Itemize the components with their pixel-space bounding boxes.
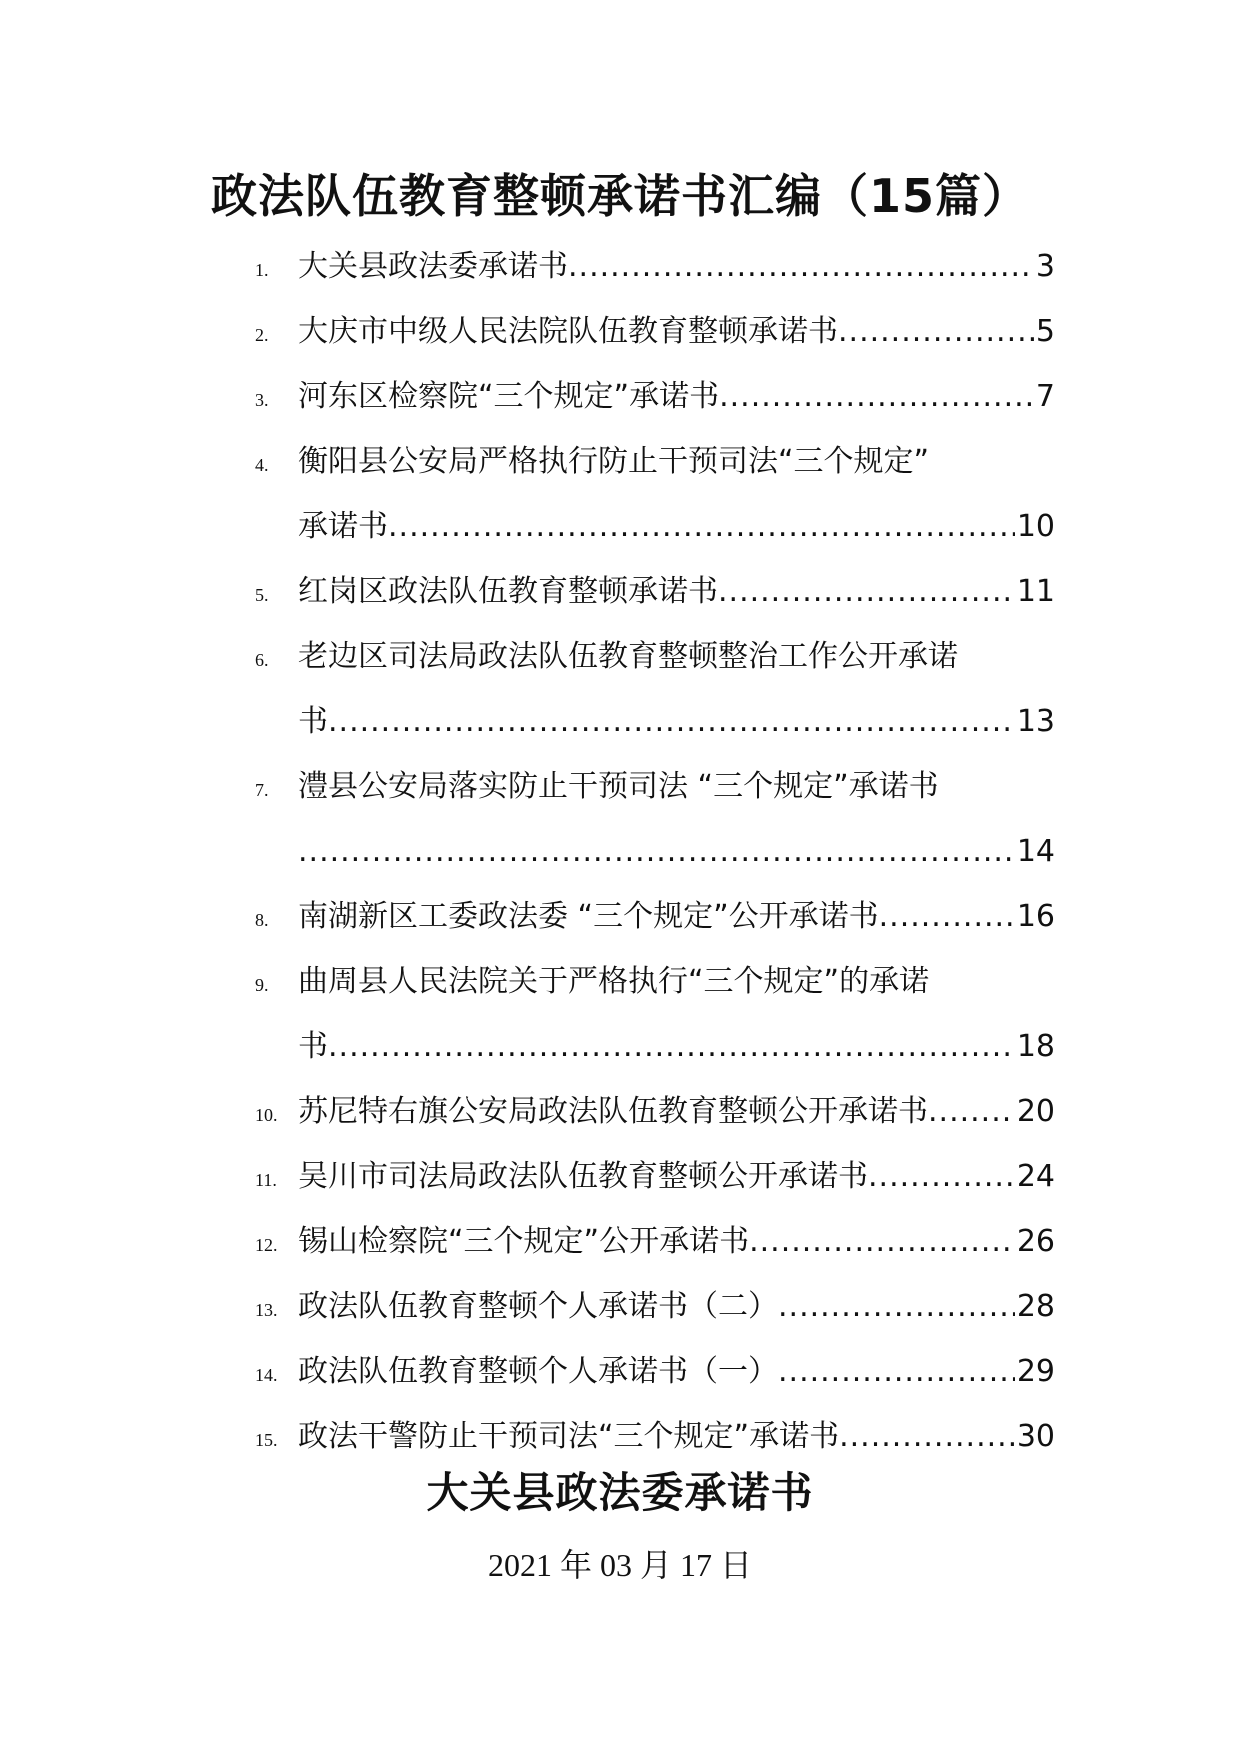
toc-entry-title: 吴川市司法局政法队伍教育整顿公开承诺书 — [298, 1159, 868, 1194]
toc-leader-dots — [868, 1144, 1015, 1209]
toc-entry-title: 苏尼特右旗公安局政法队伍教育整顿公开承诺书 — [298, 1094, 928, 1129]
toc-entry-title: 政法干警防止干预司法“三个规定”承诺书 — [298, 1419, 840, 1454]
toc-entry-line — [298, 1209, 1055, 1274]
toc-entry-title: 澧县公安局落实防止干预司法 “三个规定”承诺书 — [298, 769, 939, 804]
document-title: 政法队伍教育整顿承诺书汇编（15篇） — [210, 169, 1029, 223]
section-date: 2021 年 03 月 17 日 — [487, 1547, 752, 1583]
toc-entry[interactable] — [255, 299, 1055, 364]
toc-entry[interactable] — [255, 1209, 1055, 1274]
toc-page-number: 18 — [1016, 1029, 1055, 1064]
toc-entry-line — [298, 1144, 1055, 1209]
toc-entry[interactable] — [255, 1274, 1055, 1339]
toc-entry[interactable] — [255, 624, 1055, 754]
toc-entry-title: 曲周县人民法院关于严格执行“三个规定”的承诺 — [298, 964, 930, 999]
toc-page-number: 7 — [1035, 379, 1055, 414]
toc-leader-dots — [718, 559, 1015, 624]
toc-leader-dots — [778, 1339, 1015, 1404]
toc-page-number: 24 — [1016, 1159, 1055, 1194]
toc-page-number: 16 — [1016, 899, 1055, 934]
toc-leader-dots — [749, 1209, 1015, 1274]
toc-entry-line — [298, 494, 1055, 559]
toc-entry-title: 承诺书 — [298, 509, 388, 544]
toc-entry[interactable] — [255, 754, 1055, 884]
toc-entry[interactable] — [255, 1144, 1055, 1209]
toc-entry-line — [298, 1339, 1055, 1404]
toc-leader-dots — [328, 689, 1015, 754]
toc-leader-dots — [328, 1014, 1015, 1079]
toc-page-number: 26 — [1016, 1224, 1055, 1259]
toc-entry-number: 14. — [255, 1365, 278, 1385]
toc-page-number: 28 — [1016, 1289, 1055, 1324]
section-title: 大关县政法委承诺书 — [426, 1468, 814, 1517]
toc-entry-number: 5. — [255, 585, 269, 605]
toc-entry-number: 15. — [255, 1430, 278, 1450]
toc-entry-title: 锡山检察院“三个规定”公开承诺书 — [298, 1224, 750, 1259]
toc-entry-number: 9. — [255, 975, 269, 995]
toc-entry-number: 6. — [255, 650, 269, 670]
toc-entry-title: 大庆市中级人民法院队伍教育整顿承诺书 — [298, 314, 838, 349]
toc-entry-line — [298, 624, 1055, 689]
toc-entry-title: 书 — [298, 1029, 328, 1064]
toc-entry-line — [298, 559, 1055, 624]
toc-entry-title: 大关县政法委承诺书 — [298, 249, 568, 284]
toc-entry-line — [298, 819, 1055, 884]
toc-entry-line — [298, 364, 1055, 429]
toc-page-number: 14 — [1016, 834, 1055, 869]
toc-page-number: 29 — [1016, 1354, 1055, 1389]
toc-entry-number: 8. — [255, 910, 269, 930]
toc-page-number: 5 — [1035, 314, 1055, 349]
toc-entry-number: 1. — [255, 260, 269, 280]
toc-page-number: 3 — [1035, 249, 1055, 284]
toc-entry-number: 3. — [255, 390, 269, 410]
toc-page-number: 10 — [1016, 509, 1055, 544]
toc-entry[interactable] — [255, 364, 1055, 429]
toc-entry-number: 7. — [255, 780, 269, 800]
toc-entry-line — [298, 1079, 1055, 1144]
toc-entry-line — [298, 884, 1055, 949]
toc-leader-dots — [838, 299, 1034, 364]
toc-entry-title: 书 — [298, 704, 328, 739]
toc-entry[interactable] — [255, 1339, 1055, 1404]
toc-entry-title: 河东区检察院“三个规定”承诺书 — [298, 379, 720, 414]
toc-entry-line — [298, 234, 1055, 299]
toc-entry-number: 2. — [255, 325, 269, 345]
toc-entry-title: 政法队伍教育整顿个人承诺书（一） — [298, 1354, 778, 1389]
toc-entry[interactable] — [255, 234, 1055, 299]
toc-entry[interactable] — [255, 1079, 1055, 1144]
toc-entry-line — [298, 429, 1055, 494]
toc-entry-line — [298, 1274, 1055, 1339]
toc-entry-title: 南湖新区工委政法委 “三个规定”公开承诺书 — [298, 899, 879, 934]
toc-entry[interactable] — [255, 429, 1055, 559]
toc-entry-number: 10. — [255, 1105, 278, 1125]
toc-leader-dots — [719, 364, 1034, 429]
toc-entry-number: 13. — [255, 1300, 278, 1320]
toc-page-number: 20 — [1016, 1094, 1055, 1129]
toc-entry-line — [298, 949, 1055, 1014]
toc-entry-title: 老边区司法局政法队伍教育整顿整治工作公开承诺 — [298, 639, 958, 674]
toc-entry-title: 政法队伍教育整顿个人承诺书（二） — [298, 1289, 778, 1324]
toc-entry-title: 衡阳县公安局严格执行防止干预司法“三个规定” — [298, 444, 930, 479]
toc-leader-dots — [568, 234, 1034, 299]
toc-entry[interactable] — [255, 559, 1055, 624]
toc-leader-dots — [879, 884, 1015, 949]
toc-entry-number: 12. — [255, 1235, 278, 1255]
toc-entry[interactable] — [255, 949, 1055, 1079]
toc-entry-line — [298, 754, 1055, 819]
toc-page-number: 11 — [1016, 574, 1055, 609]
toc-entry[interactable] — [255, 884, 1055, 949]
toc-page-number: 13 — [1016, 704, 1055, 739]
toc-entry-number: 4. — [255, 455, 269, 475]
toc-entry-title: 红岗区政法队伍教育整顿承诺书 — [298, 574, 718, 609]
toc-entry-line — [298, 299, 1055, 364]
toc-leader-dots — [388, 494, 1015, 559]
toc-entry-number: 11. — [255, 1170, 277, 1190]
toc-page-number: 30 — [1016, 1419, 1055, 1454]
toc-entry-line — [298, 689, 1055, 754]
toc-leader-dots — [928, 1079, 1015, 1144]
table-of-contents — [255, 234, 1055, 1469]
toc-leader-dots — [298, 819, 1015, 884]
toc-leader-dots — [778, 1274, 1015, 1339]
toc-entry-line — [298, 1014, 1055, 1079]
